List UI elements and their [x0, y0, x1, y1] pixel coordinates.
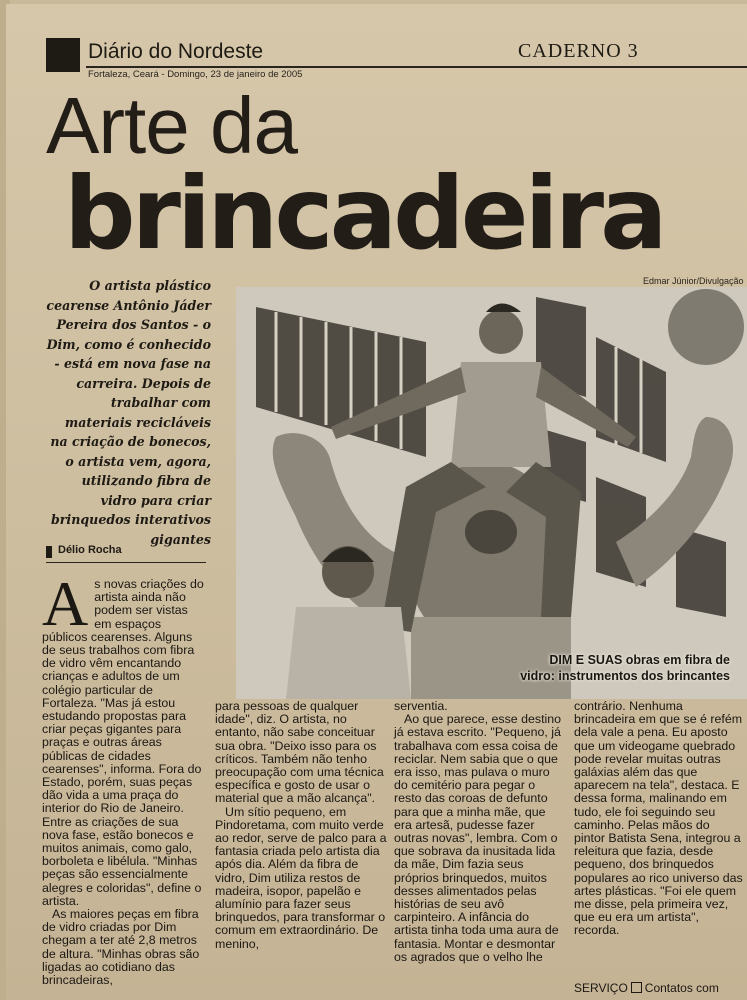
paragraph: serventia.: [394, 699, 448, 713]
lede-paragraph: O artista plástico cearense Antônio Jáder Pereira dos Santos - o Dim, como é conhecido - está em nova fase na carreira. Depois de trabalhar com materiais recicláveis na criação de bonecos, o artista vem, agora, utilizando fibra de vidro para criar brinquedos interativos gigantes: [46, 278, 211, 547]
newspaper-page: [6, 4, 747, 1000]
dateline: Fortaleza, Ceará - Domingo, 23 de janeiro de 2005: [88, 69, 303, 80]
body-column-2: [215, 700, 387, 951]
paragraph: s novas criações do artista ainda não podem ser vistas em espaços públicos cearenses. Alguns de seus trabalhos com fibra de vidro vêm encantando crianças e adultos de um colégio particular de Fortaleza. "Mas já estou estudando propostas para criar peças gigantes para praças e outras áreas públicas de cidades cearenses", informa. Fora do Estado, porém, suas peças dão vida a uma praça do interior do Rio de Janeiro. Entre as criações de sua nova fase, estão bonecos e muitos animais, como galo, borboleta e libélula. "Minhas peças são essencialmente alegres e coloridas", define o artista.: [42, 577, 204, 908]
masthead-logo-square: [46, 38, 80, 72]
section-label: CADERNO 3: [518, 40, 639, 62]
servico-label: SERVIÇO: [574, 981, 628, 995]
article-photo: [236, 287, 747, 699]
servico-text: Contatos com: [644, 981, 719, 995]
paragraph: Um sítio pequeno, em Pindoretama, com muito verde ao redor, serve de palco para a fantasia criada pelo artista dia após dia. Além da fibra de vidro, Dim utiliza restos de madeira, isopor, papelão e alumínio para fazer seus brinquedos, para transformar o comum em extraordinário. De menino,: [215, 804, 387, 951]
headline-line-2: brincadeira: [64, 155, 664, 272]
paragraph: contrário. Nenhuma brincadeira em que se é refém dela vale a pena. Eu aposto que um videogame quebrado pode revelar muitas outras galáxias além das que aparecem na tela", destaca. E dessa forma, malinando em tudo, ele foi seguindo seu caminho. Pelas mãos do pintor Batista Sena, integrou a releitura que fazia, desde pequeno, dos brinquedos populares ao rico universo das artes plásticas. "Foi ele quem me disse, pela primeira vez, que eu era um artista", recorda.: [574, 699, 743, 938]
masthead-rule: [86, 66, 747, 68]
masthead-name: Diário do Nordeste: [88, 40, 264, 63]
headline-line-1: Arte da: [46, 81, 297, 170]
byline: Délio Rocha: [58, 544, 122, 556]
byline-marker: [46, 546, 52, 558]
servico-box: [574, 981, 719, 995]
byline-rule: [46, 562, 206, 563]
body-column-3: [394, 700, 566, 964]
photo-illustration: [236, 287, 747, 699]
photo-credit: Edmar Júnior/Divulgação: [643, 276, 744, 286]
servico-square-icon: [631, 982, 642, 993]
body-column-4: [574, 700, 744, 938]
paragraph: para pessoas de qualquer idade", diz. O artista, no entanto, não sabe conceituar sua obra. "Deixo isso para os críticos. Também não tenho preocupação com uma técnica específica e gosto de usar o material que a mão alcança".: [215, 699, 384, 806]
photo-caption: DIM E SUAS obras em fibra de vidro: instrumentos dos brincantes: [520, 653, 730, 683]
paragraph: Ao que parece, esse destino já estava escrito. "Pequeno, já trabalhava com essa coisa de reciclar. Nem sabia que o que era isso, mas pulava o muro do cemitério para pegar o resto das coroas de defunto para que a minha mãe, que era artesã, pudesse fazer outras novas", lembra. Com o que sobrava da inusitada lida da mãe, Dim fazia seus próprios brinquedos, muitos desses alimentados pelas histórias de seu avô carpinteiro. A infância do artista tinha toda uma aura de fantasia. Montar e desmontar os agrados que o velho lhe: [394, 712, 562, 964]
paragraph: As maiores peças em fibra de vidro criadas por Dim chegam a ter até 2,8 metros de altura. "Minhas obras são ligadas ao cotidiano das brincadeiras,: [42, 907, 200, 988]
body-column-1: [42, 568, 204, 988]
drop-cap: A: [42, 568, 89, 639]
